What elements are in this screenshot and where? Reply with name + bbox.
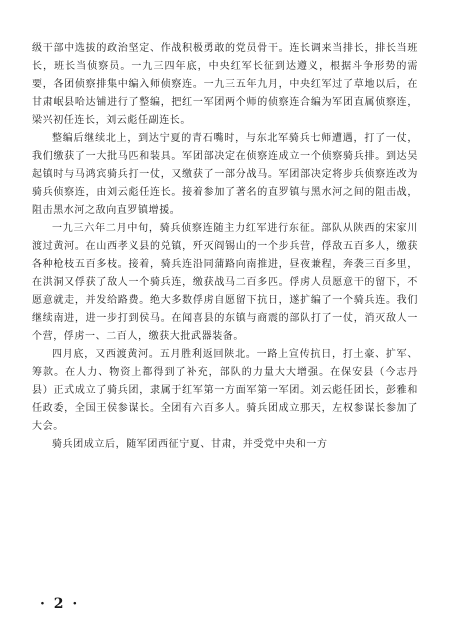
paragraph-1: 级干部中选拔的政治坚定、作战积极勇敢的党员骨干。连长调来当排长，排长当班长，班长当侦察员。一九三四年底，中央红军长征到达遵义，根据斗争形势的需要，各团侦察排集中编入师侦察连。一九三五年九月，中央红军过了草地以后，在甘肃岷县哈达铺进行了整编，把红一军团两个师的侦察连合编为军团直属侦察连，梁兴初任连长，刘云彪任副连长。 bbox=[32, 43, 418, 126]
paragraph-5: 骑兵团成立后，随军团西征宁夏、甘肃，并受党中央和一方 bbox=[52, 439, 328, 450]
page-number: · 2 · bbox=[40, 596, 80, 612]
paragraph-4: 四月底，又西渡黄河。五月胜利返回陕北。一路上宣传抗日，打土豪、扩军、筹款。在人力、物资上都得到了补充，部队的力量大大增强。在保安县（今志丹县）正式成立了骑兵团，隶属于红军第一方面军第一军团。刘云彪任团长，彭雅和任政委，全国王侯参谋长。全团有六百多人。骑兵团成立那天，左权参谋长参加了大会。 bbox=[32, 349, 418, 432]
paragraph-3: 一九三六年二月中旬，骑兵侦察连随主力红军进行东征。部队从陕西的宋家川渡过黄河。在山西孝义县的兑镇，歼灭阎锡山的一个步兵营，俘敌五百多人，缴获各种枪枝五百多枝。接着，骑兵连沿同蒲路向南推进，昼夜兼程，奔袭三百多里，在洪洞又俘获了敌人一个骑兵连，缴获战马二百多匹。俘虏人员愿意干的留下，不愿意就走，并发给路费。绝大多数俘虏自愿留下抗日，遂扩编了一个骑兵连。我们继续南进，进一步打到侯马。在闻喜县的东镇与商震的部队打了一仗，消灭敌人一个营，俘虏一、二百人，缴获大批武器装备。 bbox=[32, 223, 418, 342]
paragraph-2: 整编后继续北上，到达宁夏的青石嘴时，与东北军骑兵七师遭遇，打了一仗，我们缴获了一大批马匹和装具。军团部决定在侦察连成立一个侦察骑兵排。到达吴起镇时与马鸿宾骑兵打一仗，又缴获了一部分战马。军团部决定将步兵侦察连改为骑兵侦察连，由刘云彪任连长。接着参加了著名的直罗镇与黑水河之间的阻击战，阻击黑水河之敌向直罗镇增援。 bbox=[32, 133, 418, 216]
